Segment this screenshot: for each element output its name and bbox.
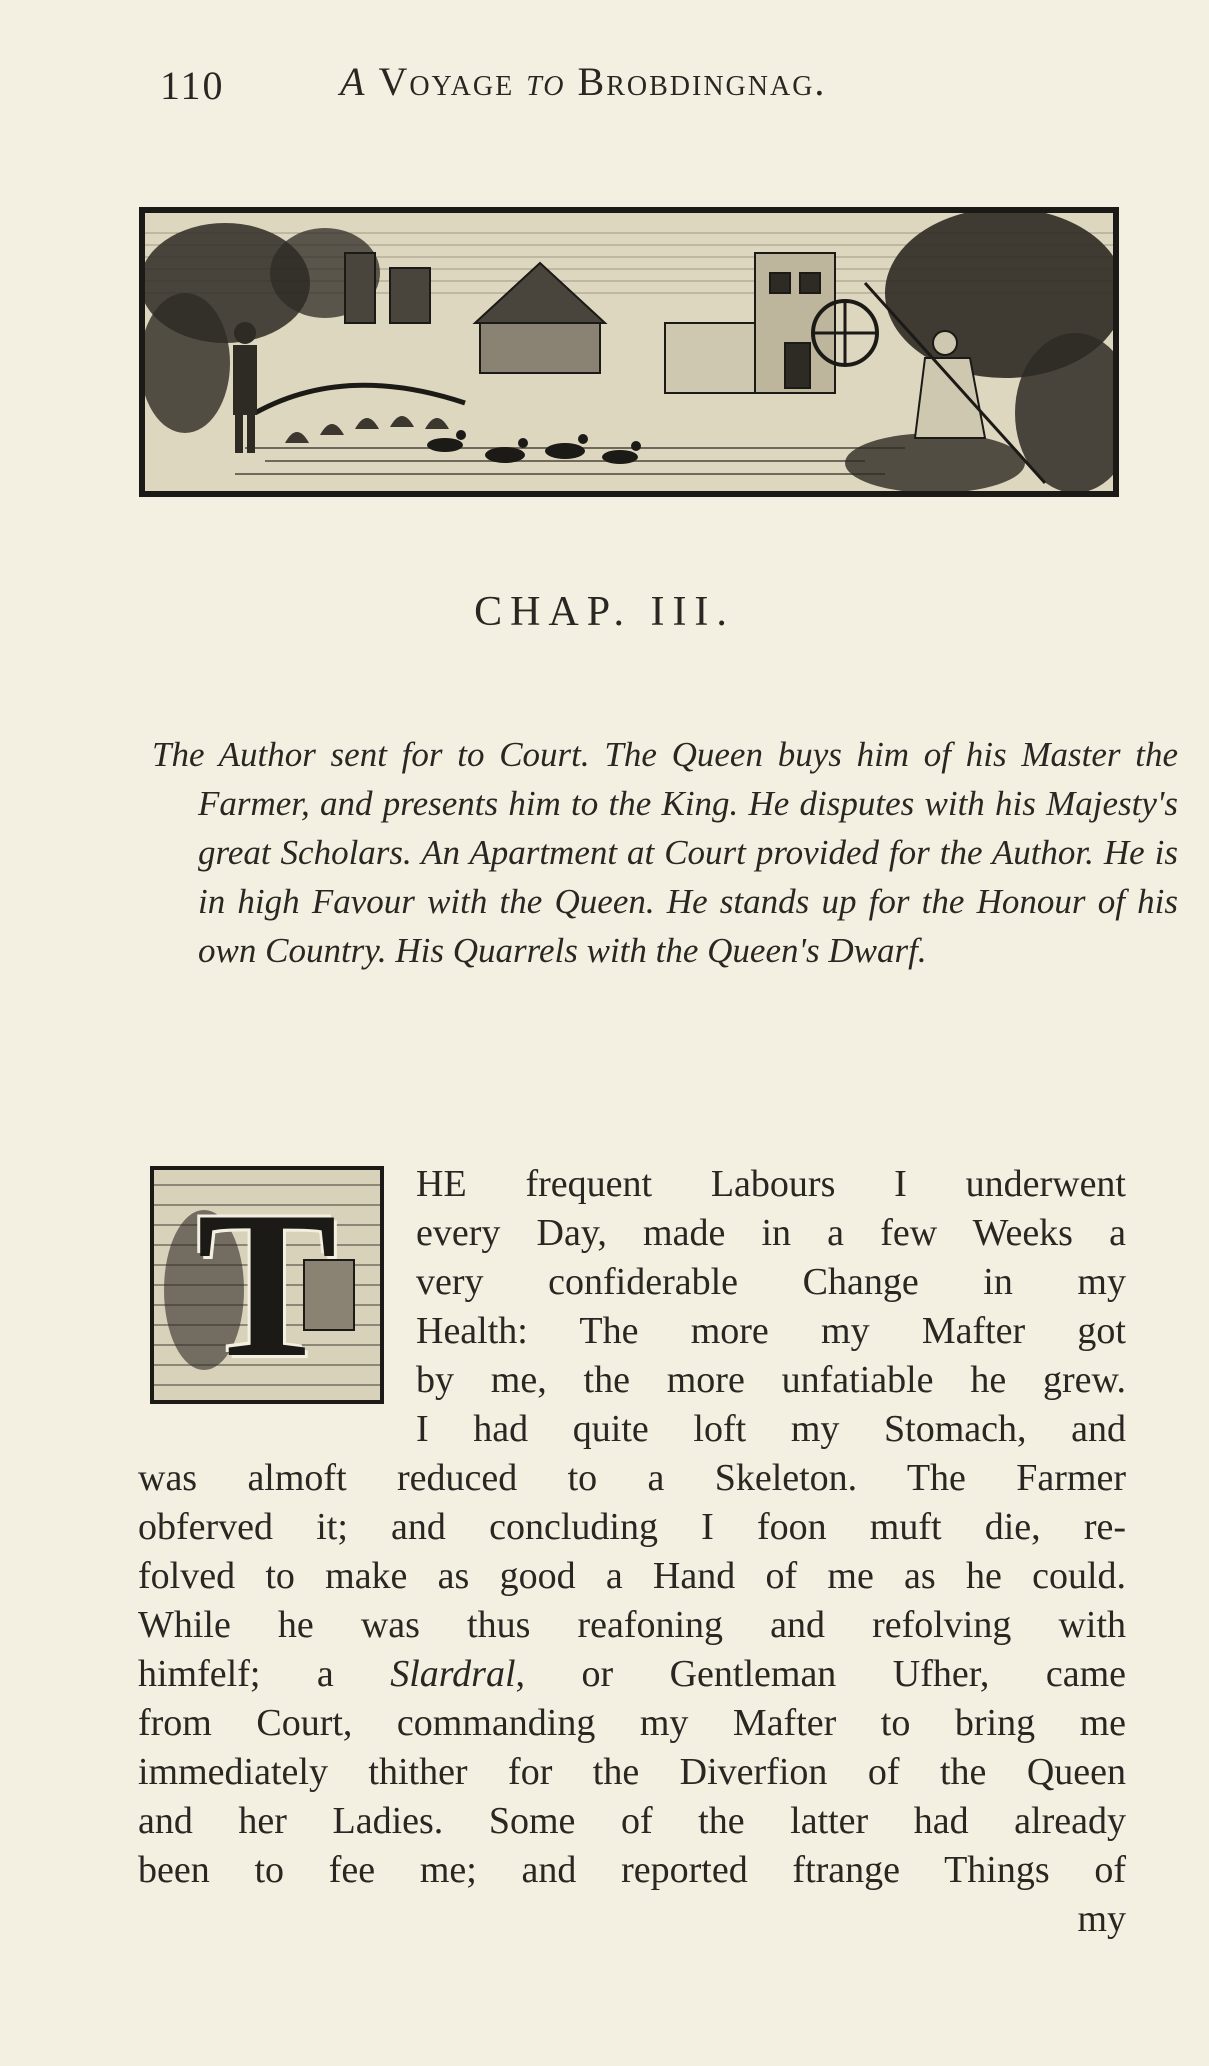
body-line-11-start: himfelf; a: [138, 1653, 334, 1695]
running-title: [340, 58, 826, 105]
running-title-place: Brobdingnag.: [577, 59, 827, 104]
body-line-7: was almoft reduced to a Skeleton. The Farmer: [138, 1457, 1126, 1499]
body-line-1: HE frequent Labours I underwent: [416, 1163, 1126, 1205]
body-line-4: Health: The more my Mafter got: [416, 1310, 1126, 1352]
body-line-12: from Court, commanding my Mafter to bring me: [138, 1702, 1126, 1744]
chapter-heading: CHAP. III.: [474, 589, 735, 635]
body-line-2: every Day, made in a few Weeks a: [416, 1212, 1126, 1254]
body-line-3: very confiderable Change in my: [416, 1261, 1126, 1303]
body-line-15: been to fee me; and reported ftrange Things of: [138, 1849, 1126, 1891]
body-text: [138, 1160, 1126, 1944]
body-line-9: folved to make as good a Hand of me as he could.: [138, 1555, 1126, 1597]
body-line-11: [138, 1650, 1126, 1699]
body-line-14: and her Ladies. Some of the latter had already: [138, 1800, 1126, 1842]
slardral-word: Slardral: [390, 1653, 516, 1695]
running-title-word: Voyage: [378, 59, 515, 104]
running-title-article: A: [340, 59, 367, 104]
body-line-6: I had quite loft my Stomach, and: [416, 1408, 1126, 1450]
body-line-10: While he was thus reafoning and refolving with: [138, 1604, 1126, 1646]
body-line-8: obferved it; and concluding I foon muft die, re-: [138, 1506, 1126, 1548]
body-line-13: immediately thither for the Diverfion of the Queen: [138, 1751, 1126, 1793]
drop-cap-letter: T: [196, 1168, 338, 1401]
body-line-11-end: , or Gentleman Ufher, came: [515, 1653, 1126, 1695]
page-number: 110: [160, 63, 225, 108]
chapter-synopsis: The Author sent for to Court. The Queen buys him of his Master the Farmer, and presents him to the King. He disputes with his Majesty's great Scholars. An Apartment at Court provided for the Author. He is in high Favour with the Queen. He stands up for the Honour of his own Country. His Quarrels with the Queen's Dwarf.: [152, 735, 1178, 970]
woodcut-landscape-image: [145, 213, 1113, 491]
running-head: [160, 58, 1150, 108]
woodcut-headpiece: [139, 207, 1119, 497]
body-line-5: by me, the more unfatiable he grew.: [416, 1359, 1126, 1401]
catchword: my: [1077, 1898, 1126, 1940]
running-title-to: to: [526, 59, 566, 104]
